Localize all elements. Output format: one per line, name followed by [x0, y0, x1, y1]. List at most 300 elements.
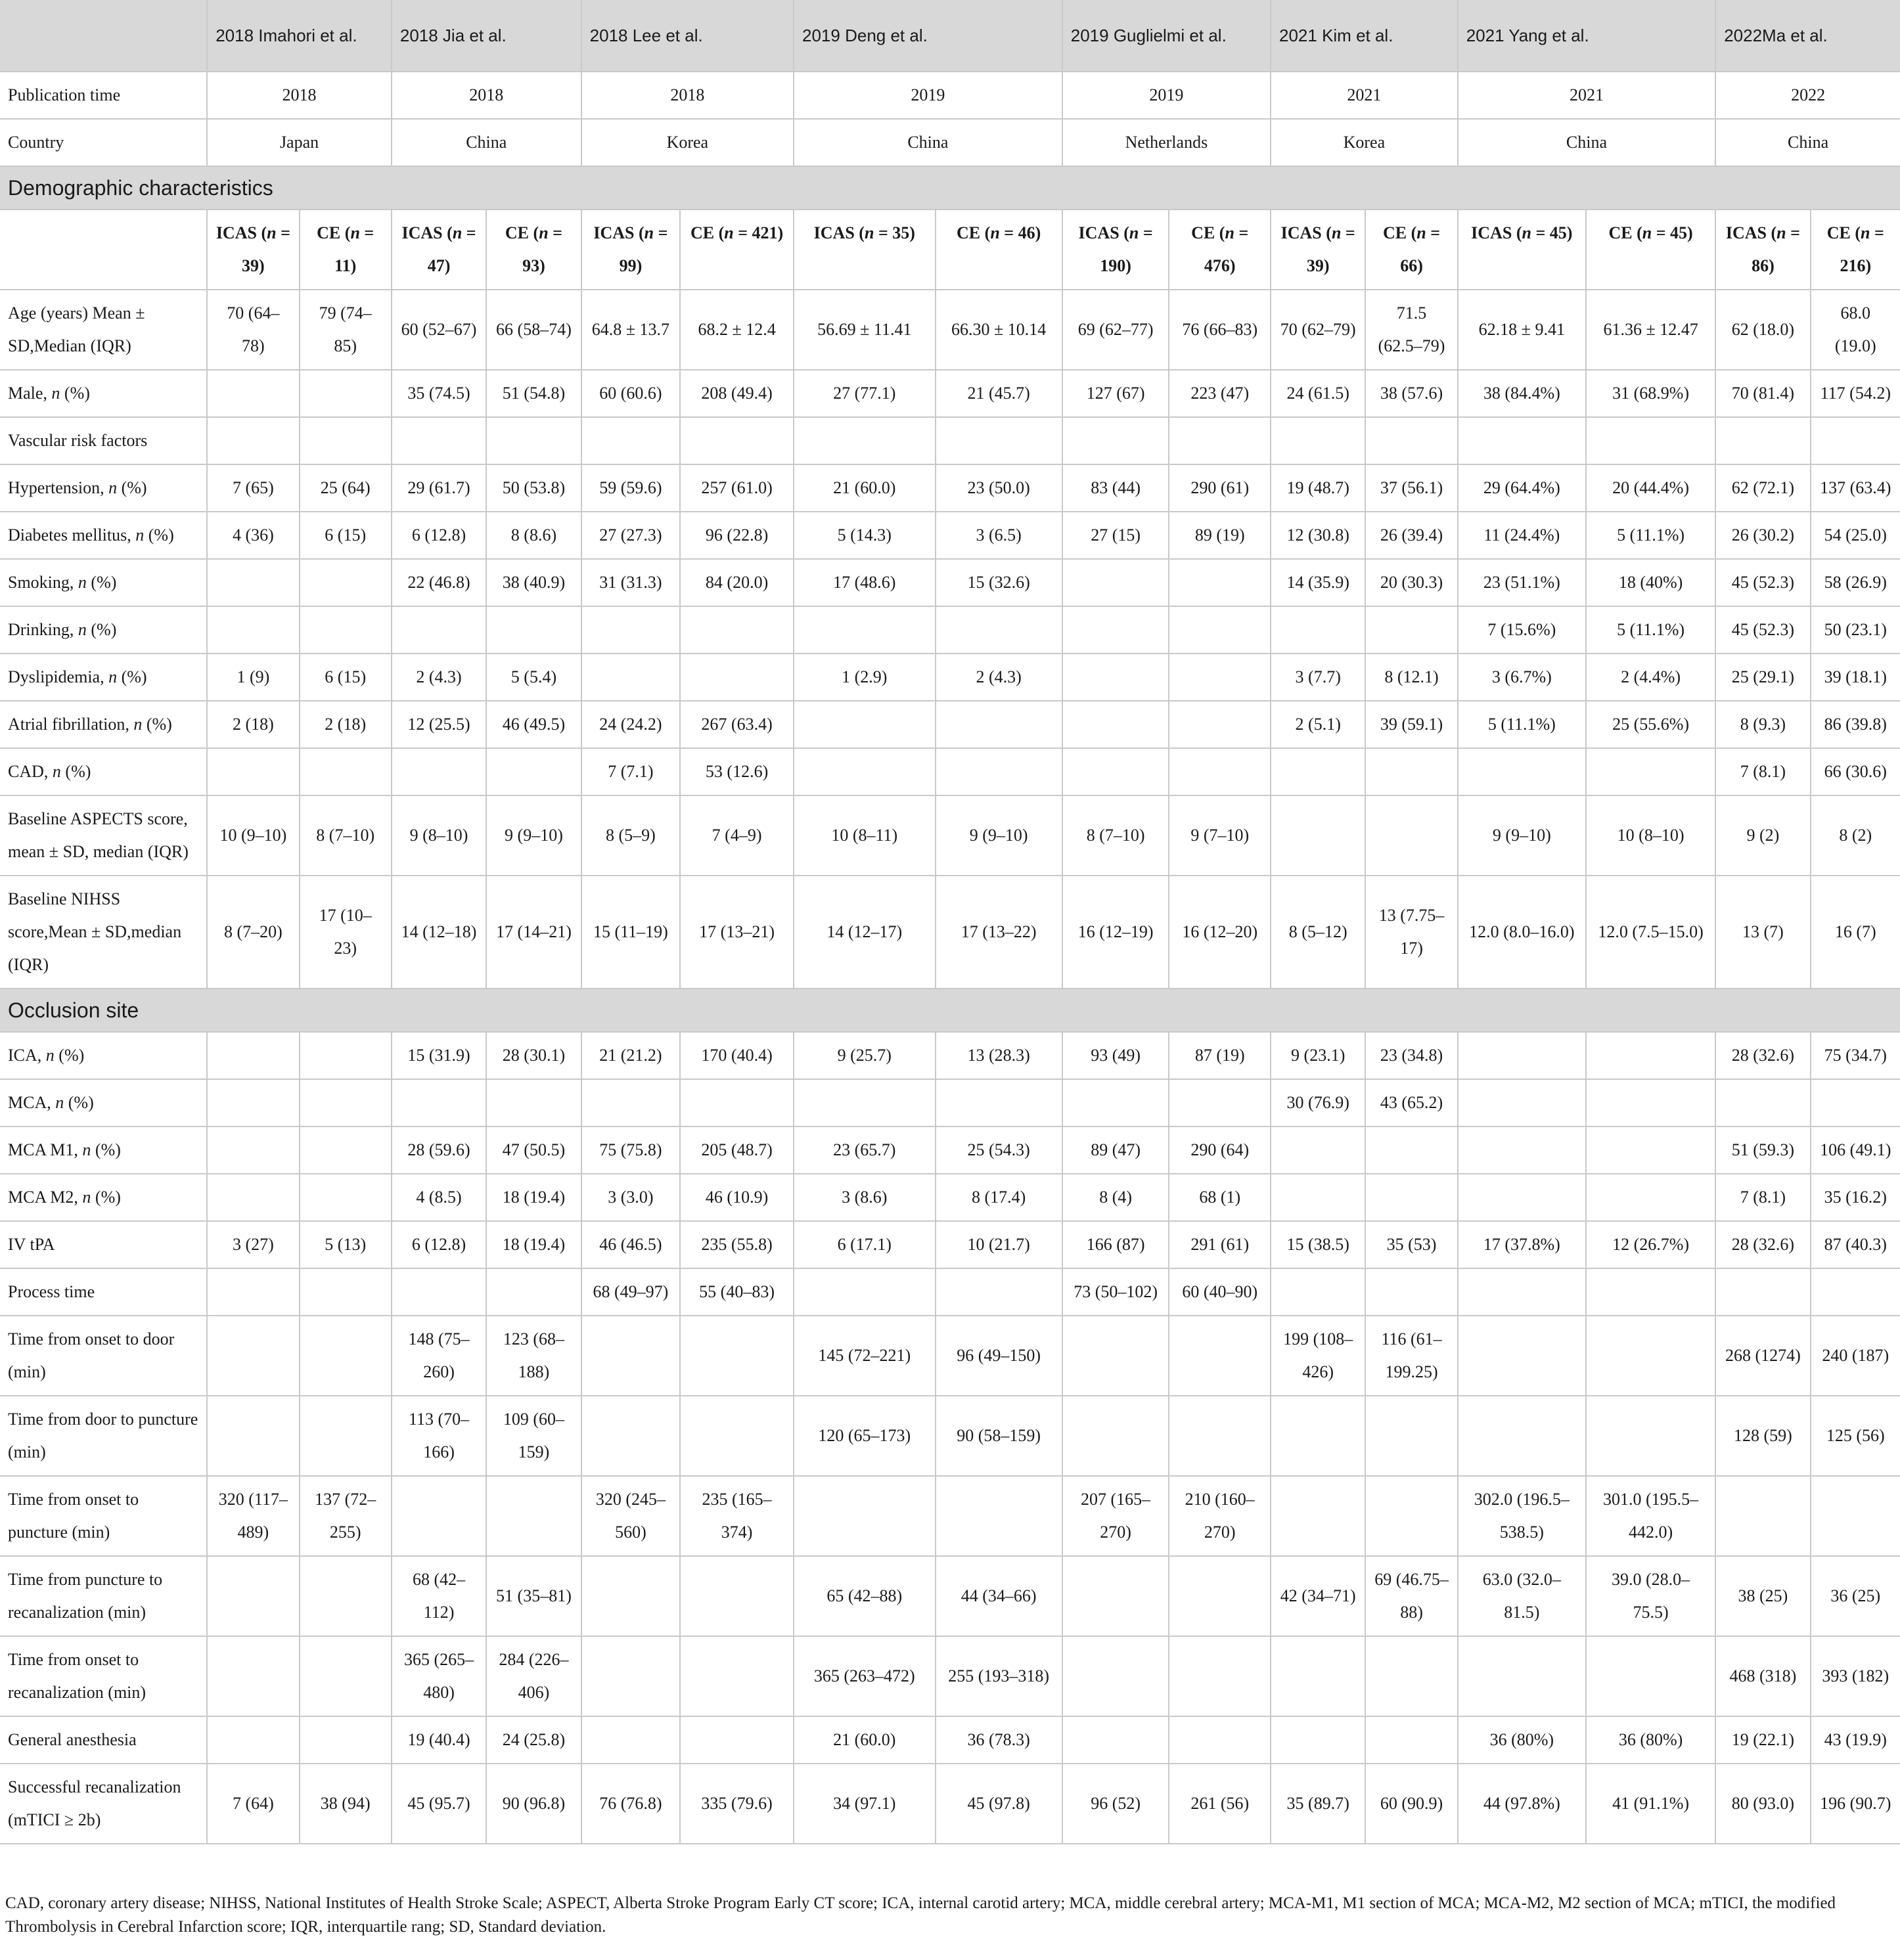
data-cell: 320 (245–560) [581, 1476, 680, 1556]
data-cell [1458, 1126, 1586, 1174]
data-cell [936, 417, 1062, 464]
data-cell: 4 (36) [207, 512, 299, 559]
data-cell: 70 (64–78) [207, 290, 299, 370]
data-row [0, 1636, 1900, 1716]
data-cell: 23 (51.1%) [1458, 559, 1586, 606]
group-header: ICAS (n = 35) [794, 210, 936, 290]
data-cell: 267 (63.4) [680, 701, 794, 748]
info-cell: China [392, 119, 581, 166]
data-cell: 9 (9–10) [486, 795, 581, 876]
data-cell [392, 606, 486, 654]
data-cell: 20 (30.3) [1365, 559, 1457, 606]
data-cell: 25 (29.1) [1715, 654, 1810, 701]
info-cell: 2021 [1458, 72, 1716, 119]
data-cell [300, 1079, 392, 1126]
group-label: ICAS [401, 223, 443, 242]
study-header: 2021 Yang et al. [1458, 0, 1716, 72]
group-header: CE (n = 216) [1811, 210, 1900, 290]
data-cell: 13 (28.3) [936, 1032, 1062, 1079]
row-label: CAD, n (%) [0, 748, 207, 795]
data-cell: 58 (26.9) [1811, 559, 1900, 606]
data-cell: 25 (64) [300, 464, 392, 512]
group-header: CE (n = 45) [1586, 210, 1715, 290]
data-cell [1169, 1636, 1271, 1716]
data-row [0, 1032, 1900, 1079]
data-cell: 23 (34.8) [1365, 1032, 1457, 1079]
data-cell: 26 (39.4) [1365, 512, 1457, 559]
data-cell: 15 (32.6) [936, 559, 1062, 606]
data-cell [1811, 417, 1900, 464]
data-cell: 1 (9) [207, 654, 299, 701]
data-cell: 66.30 ± 10.14 [936, 290, 1062, 370]
data-cell [1586, 1174, 1715, 1221]
data-cell: 17 (13–21) [680, 876, 794, 989]
data-cell: 14 (12–17) [794, 876, 936, 989]
data-cell: 69 (62–77) [1062, 290, 1169, 370]
data-cell [207, 1126, 299, 1174]
data-cell: 205 (48.7) [680, 1126, 794, 1174]
data-cell: 28 (32.6) [1715, 1032, 1810, 1079]
group-n: 45 [1670, 223, 1688, 242]
data-cell [680, 1079, 794, 1126]
data-cell [1586, 1396, 1715, 1476]
data-cell: 8 (8.6) [486, 512, 581, 559]
group-header: ICAS (n = 47) [392, 210, 486, 290]
data-cell: 24 (24.2) [581, 701, 680, 748]
data-cell: 9 (8–10) [392, 795, 486, 876]
data-cell: 68 (42–112) [392, 1556, 486, 1636]
data-cell [680, 1556, 794, 1636]
data-cell [1271, 1396, 1365, 1476]
data-cell: 93 (49) [1062, 1032, 1169, 1079]
data-cell: 43 (19.9) [1811, 1716, 1900, 1764]
data-cell: 137 (63.4) [1811, 464, 1900, 512]
row-label: Age (years) Mean ± SD,Median (IQR) [0, 290, 207, 370]
data-cell: 35 (74.5) [392, 370, 486, 417]
data-cell [680, 1636, 794, 1716]
data-cell [207, 1316, 299, 1396]
row-label: Successful recanalization (mTICI ≥ 2b) [0, 1764, 207, 1844]
data-cell: 8 (9.3) [1715, 701, 1810, 748]
data-cell: 10 (8–11) [794, 795, 936, 876]
data-cell: 19 (48.7) [1271, 464, 1365, 512]
data-cell: 28 (30.1) [486, 1032, 581, 1079]
data-cell: 7 (4–9) [680, 795, 794, 876]
row-label: Atrial fibrillation, n (%) [0, 701, 207, 748]
group-n: 66 [1400, 256, 1418, 275]
data-cell: 38 (40.9) [486, 559, 581, 606]
data-cell [486, 1476, 581, 1556]
data-cell [680, 1396, 794, 1476]
data-cell [794, 1476, 936, 1556]
data-cell [1062, 654, 1169, 701]
data-cell [207, 1268, 299, 1316]
data-cell [936, 606, 1062, 654]
data-cell [1365, 1126, 1457, 1174]
data-cell: 8 (12.1) [1365, 654, 1457, 701]
data-cell: 24 (25.8) [486, 1716, 581, 1764]
data-cell: 9 (7–10) [1169, 795, 1271, 876]
data-cell [300, 370, 392, 417]
data-cell: 6 (12.8) [392, 512, 486, 559]
data-cell: 10 (21.7) [936, 1221, 1062, 1268]
data-cell [300, 1716, 392, 1764]
data-cell [1169, 701, 1271, 748]
group-label: ICAS [1471, 223, 1512, 242]
header-corner [0, 0, 207, 72]
data-cell: 68.0 (19.0) [1811, 290, 1900, 370]
data-cell: 15 (11–19) [581, 876, 680, 989]
data-cell [1271, 1716, 1365, 1764]
data-cell: 21 (21.2) [581, 1032, 680, 1079]
data-cell: 120 (65–173) [794, 1396, 936, 1476]
data-cell: 86 (39.8) [1811, 701, 1900, 748]
data-cell: 36 (78.3) [936, 1716, 1062, 1764]
data-cell [392, 417, 486, 464]
data-cell [1586, 1079, 1715, 1126]
section-title: Demographic characteristics [0, 166, 1900, 210]
data-cell: 365 (265–480) [392, 1636, 486, 1716]
group-label: CE [505, 223, 530, 242]
data-cell: 60 (40–90) [1169, 1268, 1271, 1316]
data-cell: 320 (117–489) [207, 1476, 299, 1556]
data-cell: 51 (59.3) [1715, 1126, 1810, 1174]
info-cell: Korea [1271, 119, 1458, 166]
study-header-row [0, 0, 1900, 72]
data-row [0, 1396, 1900, 1476]
data-cell [1169, 1716, 1271, 1764]
data-cell [300, 1316, 392, 1396]
data-cell [1271, 1636, 1365, 1716]
data-cell: 45 (97.8) [936, 1764, 1062, 1844]
info-cell: 2022 [1715, 72, 1900, 119]
study-header: 2019 Guglielmi et al. [1062, 0, 1271, 72]
group-header-row [0, 210, 1900, 290]
table-body [0, 72, 1900, 1844]
data-cell [207, 748, 299, 795]
data-cell: 63.0 (32.0–81.5) [1458, 1556, 1586, 1636]
data-cell: 5 (13) [300, 1221, 392, 1268]
row-label: General anesthesia [0, 1716, 207, 1764]
data-cell: 89 (19) [1169, 512, 1271, 559]
data-row [0, 1716, 1900, 1764]
data-cell: 35 (89.7) [1271, 1764, 1365, 1844]
data-cell [1365, 1476, 1457, 1556]
group-label: ICAS [1078, 223, 1120, 242]
data-cell: 76 (66–83) [1169, 290, 1271, 370]
data-cell [1169, 417, 1271, 464]
data-cell [392, 748, 486, 795]
data-cell: 31 (68.9%) [1586, 370, 1715, 417]
data-cell: 50 (53.8) [486, 464, 581, 512]
data-cell: 65 (42–88) [794, 1556, 936, 1636]
data-cell [207, 606, 299, 654]
data-cell: 13 (7) [1715, 876, 1810, 989]
data-cell [581, 1636, 680, 1716]
data-cell: 36 (25) [1811, 1556, 1900, 1636]
data-cell: 50 (23.1) [1811, 606, 1900, 654]
group-header: CE (n = 421) [680, 210, 794, 290]
data-cell: 240 (187) [1811, 1316, 1900, 1396]
data-cell: 128 (59) [1715, 1396, 1810, 1476]
data-cell [1458, 1316, 1586, 1396]
data-row [0, 795, 1900, 876]
data-cell: 36 (80%) [1586, 1716, 1715, 1764]
data-cell: 2 (18) [207, 701, 299, 748]
data-cell: 7 (64) [207, 1764, 299, 1844]
group-n: 216 [1840, 256, 1866, 275]
row-label: Publication time [0, 72, 207, 119]
group-label: ICAS [593, 223, 635, 242]
data-cell [1715, 417, 1810, 464]
group-n: 39 [242, 256, 260, 275]
data-cell: 335 (79.6) [680, 1764, 794, 1844]
data-cell: 28 (59.6) [392, 1126, 486, 1174]
data-cell: 255 (193–318) [936, 1636, 1062, 1716]
data-cell [1062, 1316, 1169, 1396]
data-cell: 290 (64) [1169, 1126, 1271, 1174]
row-label: Hypertension, n (%) [0, 464, 207, 512]
data-cell: 66 (58–74) [486, 290, 581, 370]
data-cell: 62 (72.1) [1715, 464, 1810, 512]
data-cell: 127 (67) [1062, 370, 1169, 417]
data-cell: 19 (22.1) [1715, 1716, 1810, 1764]
data-cell: 15 (31.9) [392, 1032, 486, 1079]
data-cell [1586, 1032, 1715, 1079]
data-cell: 8 (7–10) [300, 795, 392, 876]
data-row [0, 1268, 1900, 1316]
data-cell [1062, 748, 1169, 795]
data-cell: 1 (2.9) [794, 654, 936, 701]
data-cell: 12 (30.8) [1271, 512, 1365, 559]
data-cell: 15 (38.5) [1271, 1221, 1365, 1268]
data-cell: 393 (182) [1811, 1636, 1900, 1716]
data-cell [1271, 795, 1365, 876]
data-cell [1458, 1636, 1586, 1716]
data-cell: 84 (20.0) [680, 559, 794, 606]
data-cell [794, 748, 936, 795]
group-header: ICAS (n = 190) [1062, 210, 1169, 290]
data-cell [794, 1079, 936, 1126]
data-cell: 19 (40.4) [392, 1716, 486, 1764]
data-cell: 54 (25.0) [1811, 512, 1900, 559]
data-row [0, 1174, 1900, 1221]
data-cell [581, 1079, 680, 1126]
group-header: ICAS (n = 99) [581, 210, 680, 290]
data-cell: 302.0 (196.5–538.5) [1458, 1476, 1586, 1556]
data-cell: 62 (18.0) [1715, 290, 1810, 370]
data-cell: 113 (70–166) [392, 1396, 486, 1476]
data-cell [936, 1268, 1062, 1316]
data-row [0, 1221, 1900, 1268]
data-cell: 26 (30.2) [1715, 512, 1810, 559]
data-cell: 39 (59.1) [1365, 701, 1457, 748]
data-cell: 208 (49.4) [680, 370, 794, 417]
data-cell [1586, 417, 1715, 464]
data-cell [1062, 417, 1169, 464]
data-cell: 59 (59.6) [581, 464, 680, 512]
data-cell: 51 (35–81) [486, 1556, 581, 1636]
data-cell [1365, 606, 1457, 654]
study-header: 2022Ma et al. [1715, 0, 1900, 72]
group-label: CE [957, 223, 981, 242]
data-cell: 6 (15) [300, 512, 392, 559]
data-cell: 51 (54.8) [486, 370, 581, 417]
data-cell [207, 1174, 299, 1221]
data-row [0, 370, 1900, 417]
data-cell [1715, 1268, 1810, 1316]
data-cell [1586, 748, 1715, 795]
data-cell [392, 1476, 486, 1556]
data-cell [207, 559, 299, 606]
data-cell: 23 (50.0) [936, 464, 1062, 512]
data-cell [1062, 1716, 1169, 1764]
data-cell: 79 (74–85) [300, 290, 392, 370]
data-row [0, 1316, 1900, 1396]
data-cell: 235 (55.8) [680, 1221, 794, 1268]
data-cell [1458, 1032, 1586, 1079]
data-cell: 75 (34.7) [1811, 1032, 1900, 1079]
data-cell [680, 1716, 794, 1764]
info-cell: 2018 [392, 72, 581, 119]
data-cell [581, 606, 680, 654]
data-cell: 2 (5.1) [1271, 701, 1365, 748]
group-n: 47 [427, 256, 445, 275]
data-cell: 210 (160–270) [1169, 1476, 1271, 1556]
data-cell: 3 (6.7%) [1458, 654, 1586, 701]
data-cell: 9 (9–10) [936, 795, 1062, 876]
data-cell: 25 (54.3) [936, 1126, 1062, 1174]
data-cell [581, 417, 680, 464]
data-cell [1365, 748, 1457, 795]
data-cell [300, 1174, 392, 1221]
data-cell: 35 (53) [1365, 1221, 1457, 1268]
group-n: 476 [1204, 256, 1230, 275]
data-cell [581, 1716, 680, 1764]
data-cell: 365 (263–472) [794, 1636, 936, 1716]
data-cell: 6 (15) [300, 654, 392, 701]
data-cell [300, 606, 392, 654]
data-cell: 17 (48.6) [794, 559, 936, 606]
data-cell: 8 (5–9) [581, 795, 680, 876]
data-cell: 5 (5.4) [486, 654, 581, 701]
data-cell: 21 (60.0) [794, 464, 936, 512]
data-cell [300, 1268, 392, 1316]
group-n: 99 [619, 256, 637, 275]
data-cell: 23 (65.7) [794, 1126, 936, 1174]
group-header: ICAS (n = 39) [207, 210, 299, 290]
data-cell [207, 370, 299, 417]
data-cell: 25 (55.6%) [1586, 701, 1715, 748]
data-cell [680, 417, 794, 464]
data-cell [1169, 1556, 1271, 1636]
data-cell: 27 (77.1) [794, 370, 936, 417]
data-row [0, 1556, 1900, 1636]
data-cell: 2 (4.3) [392, 654, 486, 701]
data-cell: 5 (11.1%) [1586, 512, 1715, 559]
data-cell: 96 (52) [1062, 1764, 1169, 1844]
data-cell: 145 (72–221) [794, 1316, 936, 1396]
data-row [0, 1079, 1900, 1126]
group-header: CE (n = 93) [486, 210, 581, 290]
info-cell: 2019 [794, 72, 1062, 119]
data-cell: 39 (18.1) [1811, 654, 1900, 701]
study-header: 2018 Jia et al. [392, 0, 581, 72]
data-cell: 70 (81.4) [1715, 370, 1810, 417]
data-cell: 7 (65) [207, 464, 299, 512]
data-row [0, 1476, 1900, 1556]
data-cell: 268 (1274) [1715, 1316, 1810, 1396]
data-cell: 43 (65.2) [1365, 1079, 1457, 1126]
data-cell: 257 (61.0) [680, 464, 794, 512]
data-cell [300, 1636, 392, 1716]
data-cell [1586, 1268, 1715, 1316]
row-label: IV tPA [0, 1221, 207, 1268]
data-cell [486, 1079, 581, 1126]
data-cell [1365, 417, 1457, 464]
data-cell: 301.0 (195.5–442.0) [1586, 1476, 1715, 1556]
data-cell: 53 (12.6) [680, 748, 794, 795]
data-cell: 3 (7.7) [1271, 654, 1365, 701]
group-n: 11 [334, 256, 351, 275]
data-cell: 8 (4) [1062, 1174, 1169, 1221]
info-cell: Netherlands [1062, 119, 1271, 166]
data-cell [936, 701, 1062, 748]
data-cell: 70 (62–79) [1271, 290, 1365, 370]
data-cell [486, 417, 581, 464]
info-row [0, 119, 1900, 166]
info-cell: Korea [581, 119, 794, 166]
data-cell: 38 (25) [1715, 1556, 1810, 1636]
section-title-row [0, 166, 1900, 210]
data-cell [794, 606, 936, 654]
data-cell: 55 (40–83) [680, 1268, 794, 1316]
data-cell [936, 1079, 1062, 1126]
row-label: Time from onset to door (min) [0, 1316, 207, 1396]
data-cell: 290 (61) [1169, 464, 1271, 512]
data-cell [581, 1556, 680, 1636]
data-cell: 36 (80%) [1458, 1716, 1586, 1764]
data-cell: 64.8 ± 13.7 [581, 290, 680, 370]
data-cell: 2 (4.4%) [1586, 654, 1715, 701]
data-cell: 38 (57.6) [1365, 370, 1457, 417]
data-cell: 9 (25.7) [794, 1032, 936, 1079]
group-label: CE [690, 223, 715, 242]
row-label: Time from onset to recanalization (min) [0, 1636, 207, 1716]
data-cell: 9 (2) [1715, 795, 1810, 876]
data-cell: 62.18 ± 9.41 [1458, 290, 1586, 370]
data-cell [1169, 1079, 1271, 1126]
data-cell: 46 (46.5) [581, 1221, 680, 1268]
data-cell: 60 (52–67) [392, 290, 486, 370]
data-cell [300, 1032, 392, 1079]
data-cell: 235 (165–374) [680, 1476, 794, 1556]
data-cell: 41 (91.1%) [1586, 1764, 1715, 1844]
row-label: Baseline NIHSS score,Mean ± SD,median (IQR) [0, 876, 207, 989]
data-cell: 7 (8.1) [1715, 1174, 1810, 1221]
data-cell: 106 (49.1) [1811, 1126, 1900, 1174]
data-row [0, 464, 1900, 512]
data-cell: 3 (27) [207, 1221, 299, 1268]
data-cell: 17 (13–22) [936, 876, 1062, 989]
group-label: ICAS [1280, 223, 1322, 242]
info-row [0, 72, 1900, 119]
row-label: Time from puncture to recanalization (min) [0, 1556, 207, 1636]
data-row [0, 876, 1900, 989]
data-cell: 166 (87) [1062, 1221, 1169, 1268]
row-label: Diabetes mellitus, n (%) [0, 512, 207, 559]
data-cell: 76 (76.8) [581, 1764, 680, 1844]
